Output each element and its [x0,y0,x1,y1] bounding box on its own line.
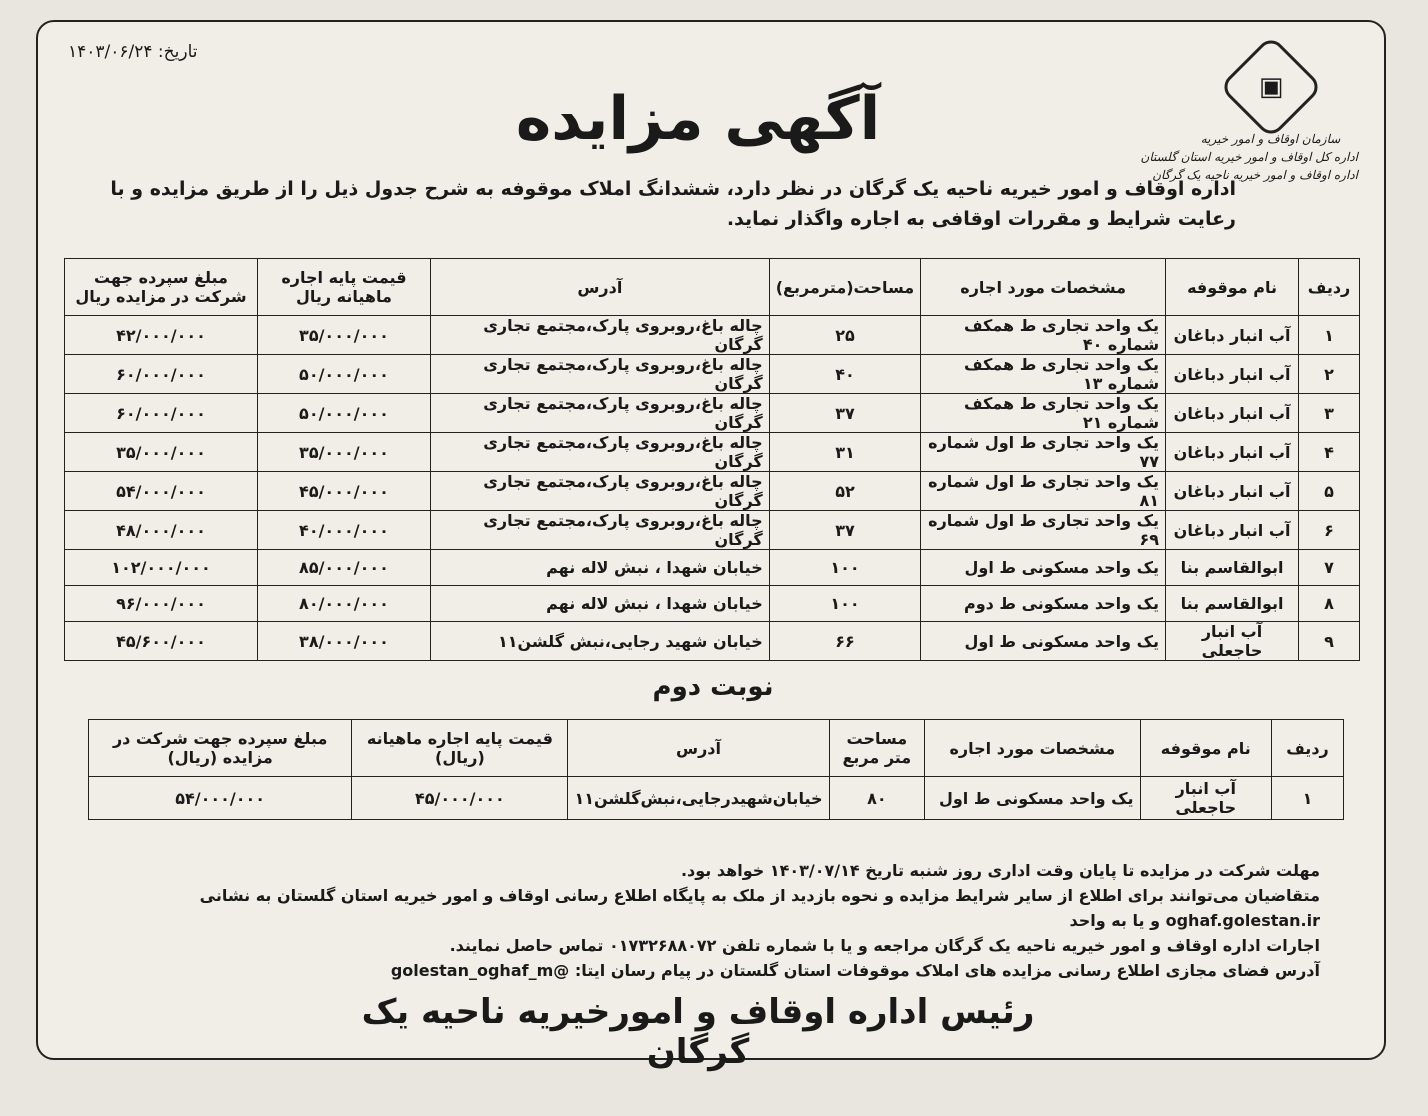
cell-spec: یک واحد مسکونی ط اول [925,777,1140,820]
cell-base-price: ۳۵/۰۰۰/۰۰۰ [257,433,430,472]
cell-address: چاله باغ،روبروی پارک،مجتمع تجاری گرگان [430,511,769,550]
cell-endowment: آب انبار دباغان [1166,316,1299,355]
table-row [65,394,1360,433]
cell-row: ۱ [1299,316,1360,355]
cell-area: ۳۷ [769,511,920,550]
auction-table [64,258,1360,661]
cell-endowment: آب انبار دباغان [1166,472,1299,511]
date-label: تاریخ: [157,42,198,62]
col-spec: مشخصات مورد اجاره [921,259,1166,316]
cell-base-price: ۵۰/۰۰۰/۰۰۰ [257,394,430,433]
cell-spec: یک واحد تجاری ط اول شماره ۶۹ [921,511,1166,550]
cell-deposit: ۹۶/۰۰۰/۰۰۰ [65,586,258,622]
table-header-row [65,259,1360,316]
cell-address: خیابان شهید رجایی،نبش گلشن۱۱ [430,622,769,661]
col-address: آدرس [430,259,769,316]
round2-title: نوبت دوم [652,672,774,702]
cell-address: چاله باغ،روبروی پارک،مجتمع تجاری گرگان [430,394,769,433]
cell-endowment: ابوالقاسم بنا [1166,586,1299,622]
cell-spec: یک واحد مسکونی ط اول [921,550,1166,586]
table-row [65,511,1360,550]
cell-area: ۳۷ [769,394,920,433]
note-channel: آدرس فضای مجازی اطلاع رسانی مزایده های املاک موقوفات استان گلستان در پیام رسان ایتا: @golestan_oghaf_m [390,961,1320,980]
cell-base-price: ۴۰/۰۰۰/۰۰۰ [257,511,430,550]
cell-endowment: آب انبار دباغان [1166,355,1299,394]
emblem-icon: ▣ [1218,35,1323,140]
col-spec: مشخصات مورد اجاره [925,720,1140,777]
cell-endowment: آب انبار دباغان [1166,394,1299,433]
cell-spec: یک واحد مسکونی ط دوم [921,586,1166,622]
cell-area: ۸۰ [829,777,925,820]
cell-deposit: ۶۰/۰۰۰/۰۰۰ [65,394,258,433]
notice-date [68,42,197,62]
cell-spec: یک واحد تجاری ط اول شماره ۷۷ [921,433,1166,472]
cell-address: چاله باغ،روبروی پارک،مجتمع تجاری گرگان [430,355,769,394]
cell-row: ۴ [1299,433,1360,472]
table-row [65,355,1360,394]
intro-text: اداره اوقاف و امور خیریه ناحیه یک گرگان در نظر دارد، ششدانگ املاک موقوفه به شرح جدول ذیل را از طریق مزایده و با رعایت شرایط و مقررات اوقافی به اجاره واگذار نماید. [110,178,1236,230]
cell-row: ۷ [1299,550,1360,586]
cell-deposit: ۴۸/۰۰۰/۰۰۰ [65,511,258,550]
table-row [89,777,1344,820]
note-phone: اجارات اداره اوقاف و امور خیریه ناحیه یک گرگان مراجعه و یا با شماره تلفن ۰۱۷۳۲۶۸۸۰۷۲ تماس حاصل نمایند. [449,936,1320,955]
cell-address: چاله باغ،روبروی پارک،مجتمع تجاری گرگان [430,316,769,355]
cell-spec: یک واحد تجاری ط همکف شماره ۴۰ [921,316,1166,355]
page-title: آگهی مزایده [515,84,881,154]
notes [80,858,1320,983]
cell-endowment: آب انبار حاجعلی [1166,622,1299,661]
cell-address: خیابان شهدا ، نبش لاله نهم [430,586,769,622]
cell-base-price: ۴۵/۰۰۰/۰۰۰ [352,777,568,820]
col-row: ردیف [1299,259,1360,316]
cell-base-price: ۸۵/۰۰۰/۰۰۰ [257,550,430,586]
table-row [65,550,1360,586]
cell-area: ۴۰ [769,355,920,394]
col-address: آدرس [568,720,829,777]
org-line-1: سازمان اوقاف و امور خیریه [1200,132,1341,146]
cell-area: ۵۲ [769,472,920,511]
table-header-row [89,720,1344,777]
cell-area: ۱۰۰ [769,550,920,586]
cell-endowment: آب انبار دباغان [1166,433,1299,472]
cell-deposit: ۱۰۲/۰۰۰/۰۰۰ [65,550,258,586]
cell-spec: یک واحد تجاری ط همکف شماره ۲۱ [921,394,1166,433]
cell-row: ۳ [1299,394,1360,433]
col-deposit: مبلغ سپرده جهت شرکت در مزایده (ریال) [89,720,352,777]
cell-base-price: ۵۰/۰۰۰/۰۰۰ [257,355,430,394]
cell-deposit: ۴۲/۰۰۰/۰۰۰ [65,316,258,355]
cell-spec: یک واحد تجاری ط اول شماره ۸۱ [921,472,1166,511]
cell-base-price: ۸۰/۰۰۰/۰۰۰ [257,586,430,622]
cell-endowment: آب انبار دباغان [1166,511,1299,550]
cell-base-price: ۳۸/۰۰۰/۰۰۰ [257,622,430,661]
note-deadline: مهلت شرکت در مزایده تا پایان وقت اداری روز شنبه تاریخ ۱۴۰۳/۰۷/۱۴ خواهد بود. [680,861,1320,880]
col-endowment: نام موقوفه [1166,259,1299,316]
cell-spec: یک واحد مسکونی ط اول [921,622,1166,661]
note-website: متقاضیان می‌توانند برای اطلاع از سایر شرایط مزایده و نحوه بازدید از ملک به پایگاه اطلاع رسانی اوقاف و امور خیریه استان گلستان به نشانی oghaf.golestan.ir و یا به واحد [199,886,1320,930]
cell-area: ۲۵ [769,316,920,355]
table-row [65,433,1360,472]
round2-table [88,719,1344,820]
cell-base-price: ۳۵/۰۰۰/۰۰۰ [257,316,430,355]
cell-row: ۵ [1299,472,1360,511]
cell-deposit: ۶۰/۰۰۰/۰۰۰ [65,355,258,394]
cell-address: خیابان‌شهیدرجایی،نبش‌گلشن۱۱ [568,777,829,820]
org-line-3: اداره اوقاف و امور خیریه ناحیه یک گرگان [1152,168,1358,182]
col-area: مساحت متر مربع [829,720,925,777]
col-deposit: مبلغ سپرده جهت شرکت در مزایده ریال [65,259,258,316]
signature: رئیس اداره اوقاف و امورخیریه ناحیه یک گرگان [361,992,1035,1072]
col-row: ردیف [1272,720,1344,777]
cell-deposit: ۵۴/۰۰۰/۰۰۰ [89,777,352,820]
cell-address: چاله باغ،روبروی پارک،مجتمع تجاری گرگان [430,472,769,511]
col-area: مساحت(مترمربع) [769,259,920,316]
col-base-price: قیمت پایه اجاره ماهیانه ریال [257,259,430,316]
cell-deposit: ۴۵/۶۰۰/۰۰۰ [65,622,258,661]
table-row [65,586,1360,622]
cell-row: ۸ [1299,586,1360,622]
table-row [65,316,1360,355]
org-line-2: اداره کل اوقاف و امور خیریه استان گلستان [1140,150,1358,164]
cell-spec: یک واحد تجاری ط همکف شماره ۱۳ [921,355,1166,394]
col-base-price: قیمت پایه اجاره ماهیانه (ریال) [352,720,568,777]
cell-address: چاله باغ،روبروی پارک،مجتمع تجاری گرگان [430,433,769,472]
cell-endowment: آب انبار حاجعلی [1140,777,1272,820]
cell-row: ۱ [1272,777,1344,820]
cell-endowment: ابوالقاسم بنا [1166,550,1299,586]
org-logo [1140,50,1358,184]
cell-area: ۳۱ [769,433,920,472]
cell-row: ۶ [1299,511,1360,550]
cell-row: ۲ [1299,355,1360,394]
col-endowment: نام موقوفه [1140,720,1272,777]
cell-row: ۹ [1299,622,1360,661]
notice-frame [36,20,1386,1072]
table-row [65,622,1360,661]
date-value: ۱۴۰۳/۰۶/۲۴ [68,42,153,62]
cell-deposit: ۵۴/۰۰۰/۰۰۰ [65,472,258,511]
cell-address: خیابان شهدا ، نبش لاله نهم [430,550,769,586]
table-row [65,472,1360,511]
cell-area: ۱۰۰ [769,586,920,622]
cell-deposit: ۳۵/۰۰۰/۰۰۰ [65,433,258,472]
cell-area: ۶۶ [769,622,920,661]
cell-base-price: ۴۵/۰۰۰/۰۰۰ [257,472,430,511]
